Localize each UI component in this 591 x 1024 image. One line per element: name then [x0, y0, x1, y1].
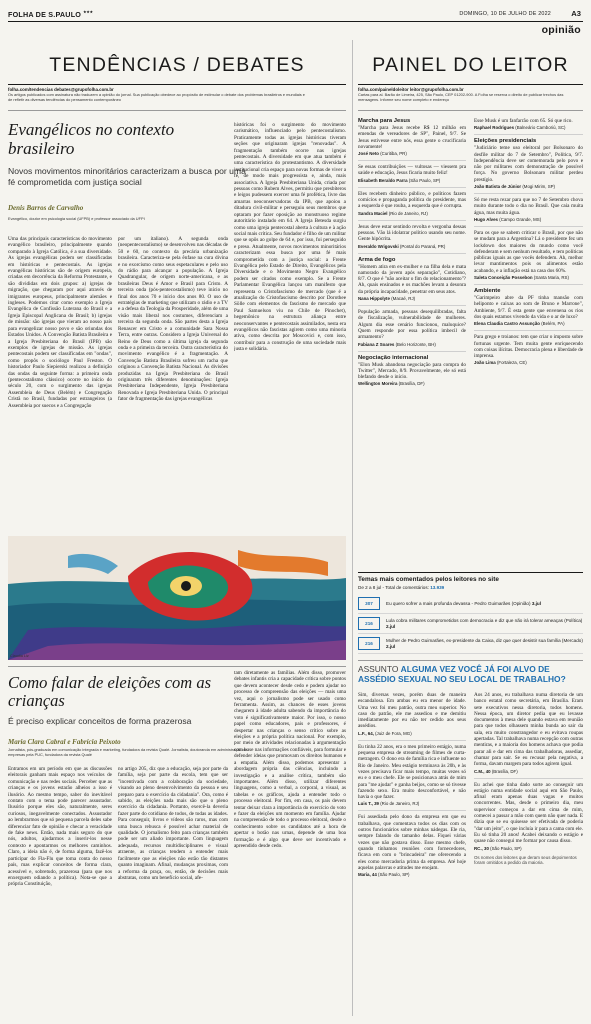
article1-author-bio: Evangélico, doutor em psicologia social (UFPB) e professor associado da UFPI — [8, 216, 145, 221]
letter-signature-place: (Rio de Janeiro, RJ) — [388, 210, 428, 216]
letter-text: "Homem atira em ex-mulher e na filha dela e mata namorado da jovem após separação", Cotidiano, 8/7. O que é "não aceitar o fim do relacionamento"? Ah, quais ensinados e os machões levam a desonra da própria incapacidade, penetrar em seus atos. — [358, 263, 466, 295]
letter-text: "Garimpeiro abre da PF tinha mansão com heliponto e caixas ao som de Bruno e Marrone", Ambiente, 9/7. É esta gente que envenena os rios dos quais estamos vivendo da vida e o ar de luxo? — [474, 295, 583, 320]
tendencias-header: TENDÊNCIAS / DEBATES — [49, 54, 305, 76]
letter-item — [474, 692, 583, 774]
letter-signature — [358, 296, 466, 301]
stars-icon: ★★★ — [83, 10, 94, 14]
letter-heading: Negociação internacional — [358, 354, 429, 361]
letter-signature-place: (Juiz de Fora, MG) — [375, 730, 412, 736]
painel-note-rule — [358, 110, 583, 111]
letter-signature-place: (Fortaleza, CE) — [496, 360, 527, 366]
painel-note: Cartas para al. Barão de Limeira, 425, São Paulo, CEP 01202-900. A Folha se reserva o direito de publicar trechos das mensagens. Informe seu nome completo e endereço — [358, 92, 564, 102]
assunto-label: ASSUNTO — [358, 664, 399, 674]
letter-separator — [474, 284, 583, 285]
page-number: A3 — [571, 9, 581, 18]
letter-signature-place: (Santa Maria, RS) — [533, 275, 569, 281]
illustration-credit: Claudia Liz — [10, 654, 29, 658]
article2-author-bio: Jornalista, pós-graduada em comunicação integrada e marketing, fundadora da revista Qualé. Jornalista, doutoranda em administração de empresas pela PUC, fundadora da revista Qualé — [8, 747, 247, 757]
painel-rule — [358, 84, 583, 85]
letter-separator — [358, 305, 466, 306]
most-commented-date: 2.jul — [386, 623, 396, 629]
letter-signature-name: João Batista de Júnior — [474, 184, 522, 190]
most-commented-text: Mulher de Pedro Guimarães, ex-presidente da Caixa, diz que quer desistir sua família (Mercado) — [386, 637, 583, 643]
letter-item — [358, 224, 466, 249]
illustration-artwork — [8, 536, 346, 660]
letter-item — [474, 138, 583, 189]
letter-signature — [474, 769, 583, 774]
article2-subtitle: É preciso explicar conceitos de forma prazerosa — [8, 716, 192, 726]
letter-item — [358, 191, 466, 216]
most-commented-item[interactable] — [358, 634, 583, 654]
letter-item — [358, 164, 466, 183]
article2-col1-text: Entramos em um período em que as discussões eleitorais ganham mais espaço nos veículos de comunicação e nas redes sociais. Perceber que as crianças e os jovens estarão alheios a isso é ilusório. Ao mesmo tempo, saber do inevitável contato com o tema pode parecer assustador. Ilusório porque eles são, naturalmente, seres curiosos, inegavelmente conectados. Assustador ao lembrarmos que só pequena parcela deles sabe diferenciar fato de opinião e checar a veracidade de fake news. Então, nada mais seguro do que nós, adultos, ajudarmos a inserir-los nesse contexto e apontarmos os melhores caminhos. Claro, a ideia não é, de forma alguma, fazê-los participar do Fla-Flu que toma conta do nosso país, mas explicar conceitos de forma clara, acessível e, sobretudo, prazerosa (para que nos enxerguem odiando a política). Nota-se que a própria Constituição, — [8, 766, 112, 888]
comment-count-badge: 216 — [358, 617, 380, 630]
letter-signature — [474, 184, 583, 189]
letter-item — [474, 230, 583, 280]
painel-header: PAINEL DO LEITOR — [372, 54, 569, 76]
article2-author: Maria Clara Cabral e Fabrícia Peixoto — [8, 738, 121, 746]
letter-item — [358, 814, 466, 877]
section-label: opinião — [541, 24, 581, 36]
article2-col2 — [118, 766, 228, 1018]
letter-signature-place: (Curitiba, PR) — [380, 151, 407, 157]
letter-signature-place: (São Paulo, SP) — [490, 845, 522, 851]
most-commented-text: Eu quero sofrer a mais profunda devassa - Pedro Guimarães (Opinião) — [386, 600, 531, 606]
letter-signature-place: (Campo Grande, MS) — [499, 216, 542, 222]
letter-text: "Elon Musk abandona negociação para compra do Twitter", Mercado, 8/9. Provavelmente, ele só está blefando desde o início. — [358, 361, 466, 381]
letter-text: Para grego e troianos: tem que criar o imposto sobre fortunas urgente. Tem muita gente enriquecendo com coisas ilícitas. Democracia plena e liberdade de imprensa. — [474, 334, 583, 360]
letter-item — [358, 692, 466, 736]
letter-signature-name: Elena Claudia Castro Assunção — [474, 321, 540, 327]
letter-item — [358, 309, 466, 346]
letter-signature-name: Wellington Moreira — [358, 381, 398, 387]
letter-separator — [474, 330, 583, 331]
letter-separator — [358, 810, 466, 811]
letter-item — [474, 197, 583, 222]
letter-text: "Judiciário teme uso eleitoral por Bolsonaro do desfile militar do 7 de Setembro", Política, 9/7. Independência deve ser comemorada pelo povo e não por militares com demonstração de possível força. No governo Bolsonaro militar perdeu prestígio. — [474, 145, 583, 183]
letter-signature — [474, 275, 583, 280]
article2-col1 — [8, 766, 112, 1018]
letter-signature-place: (Balneário Camboriú, SC) — [515, 125, 566, 131]
most-commented-period-label: De 2 a 8 jul - Total de comentários: — [358, 585, 429, 590]
letter-separator — [474, 778, 583, 779]
most-commented-date: 2.jul — [386, 643, 396, 649]
letter-heading: Ambiente — [474, 288, 501, 295]
letter-signature-place: (Brasília, DF) — [491, 768, 518, 774]
tendencias-note-rule — [8, 110, 346, 111]
assunto-col1 — [358, 692, 466, 1018]
letter-separator — [358, 160, 466, 161]
letter-separator — [358, 253, 466, 254]
letter-signature-name: Elisabeth Beraldo Parra — [358, 177, 408, 183]
letter-item — [474, 334, 583, 365]
letter-separator — [358, 187, 466, 188]
assunto-footnote: Os nomes dos leitores que deram seus depoimentos foram omitidos a pedido da maioria. — [474, 854, 577, 865]
assunto-heading — [358, 664, 583, 685]
assunto-title: ALGUMA VEZ VOCÊ JÁ FOI ALVO DE ASSÉDIO SEXUAL NO SEU LOCAL DE TRABALHO? — [358, 664, 566, 685]
painel-col2 — [474, 118, 583, 568]
letter-text: Esse Musk é um fanfarrão com 65. Só que rico. — [474, 118, 573, 124]
letter-text: População armada, pessoas desequilibradas, falta de fiscalização, vulnerabilidade de mulheres. Algum dia esse cenário funcionou, maluquice? Quem responde por essa política imbecil de armamento? — [358, 309, 466, 341]
painel-contact: folha.com/paineldoleitor leitor@grupofolha.com.br — [358, 87, 464, 92]
letter-item — [358, 257, 466, 301]
most-commented-text: Lula cobra militares comprometidos com democracia e diz que não irá tolerar ameaças (Política) — [386, 617, 583, 623]
letter-separator — [474, 193, 583, 194]
letter-signature-name: Sandra Maciel — [358, 210, 388, 216]
letter-signature — [358, 244, 466, 249]
letter-signature — [358, 178, 466, 183]
letter-item — [474, 288, 583, 326]
letter-signature-name: João Lima — [474, 360, 496, 366]
letter-signature — [474, 846, 583, 851]
letter-signature — [474, 217, 583, 222]
article2-title: Como falar de eleições com as crianças — [8, 673, 212, 710]
letter-signature-name: Fabiana Z Soares — [358, 341, 395, 347]
letter-signature-name: C.M., 40 — [474, 768, 491, 774]
assunto-col2 — [474, 692, 583, 1018]
letter-signature-name: Maria, 44 — [358, 872, 377, 878]
masthead-logo: FOLHA DE S.PAULO ★★★ — [8, 10, 94, 19]
letter-signature-place: (São Paulo, SP) — [408, 177, 441, 183]
article1-subtitle: Novos movimentos minoritários caracterizam a busca por uma fé comprometida com justiça social — [8, 166, 246, 187]
letter-heading: Marcha para Jesus — [358, 118, 411, 124]
most-commented-rule — [358, 572, 583, 573]
most-commented-title: Temas mais comentados pelos leitores no site — [358, 576, 499, 583]
tendencias-rule — [8, 84, 346, 85]
most-commented-headline — [386, 638, 583, 649]
letter-separator — [358, 220, 466, 221]
letter-heading: Arma de fogo — [358, 256, 396, 263]
most-commented-list — [358, 594, 583, 654]
letter-text: Aos 24 anos, eu trabalhava numa diretoria de um banco estatal como secretária, em Brasília. Eram sete executivos nessa diretoria, todos homens. Nessa época, um diretor pedia que eu levasse documentos à mesa dele quando estava em reunião para que todos olhassem minha bunda ao sair da sala, era muito constrangedor e eu evitava roupas apertadas. Tal trabalhava numa recepção com outras mentiras, e a maioria dos homens achava que podia parar ali e dar em cima das trabalhadoras, assediar, chamar para sair. Se eu recusar pela negativa, a forma, davam margem para todos agirem igual. — [474, 692, 583, 768]
letter-signature-name: Raphael Rodrigues — [474, 125, 515, 131]
letter-signature — [358, 381, 466, 386]
article2-col2-text: no artigo 205, diz que a educação, seja por parte da família, seja por parte da escola, tem que ser "incentivada com a colaboração da sociedade, visando ao pleno desenvolvimento da pessoa e seu preparo para o exercício da cidadania". Ora, como é sabido, as eleições nada mais são que o pleno exercício da cidadania. Portanto, exercê-la deveria fazer parte do cotidiano de todos, de todas as idades. Para conseguir, livros e vídeos são raros, mas com uma busca rebusca é possível achar material de qualidade. O jornalismo feito para crianças também pode ser um aliado importante. Com linguagem adequada, recursos multidisciplinares e visual atraente, as crianças tendem a entender mais facilmente que as eleições não estão tão distantes quanto imaginam. Afinal, mudanças proximas, com a reforma da praça, ou, então, de decisões mais abstratas, como um benefício social, afe- — [118, 766, 228, 881]
tendencias-contact: folha.com/tendencias debates@grupofolha.com.br — [8, 87, 114, 92]
article2-col3-text: tam diretamente as famílias. Além disso, promover debates infantis cria a capacidade crítica sobre pontos que devem acontecer desde cedo e podem ajudar no processo de compreensão das eleições — mais uma vez, aqui o jornalismo pode ser usado como ferramenta. Assim, as chances de esses jovens chegarem à idade adulta sabendo da importância do voto é significativamente maior. Por isso, o nosso papel como educadores, pais e professores, é despertar nas crianças o senso crítico sobre as eleições e a própria política nacional. Por exemplo, por meio de atividades relacionadas à argumentação com base nas informações confiáveis, para formular e defender ideias que promovam os direitos humanos e a empatia. Além disso, podemos apresentar a abordagem própria das ciências, incluindo a investigação e a análise crítica, também são importantes. Além disso, utilizar diferentes linguagens, como a verbal, a corporal, a visual, as tabelas e os gráficos, ajuda a entender todo o processo eleitoral. Por fim, em casa, os pais devem tentar deixar clara a importância do exercício do voto e fazer da eleições um momento em família. Ajudar na compreensão de todo o processo eleitoral, desde o conhecimento sobre os candidatos até a hora de apertar o botão nas urnas, depende de uma boa formação e é algo que deve ser incentivado e apreendido desde cedo. — [234, 670, 346, 849]
letter-signature — [358, 211, 466, 216]
tendencias-note: Os artigos publicados com assinatura não traduzem a opinião do jornal. Sua publicação obedece ao propósito de estimular o debate dos problemas brasileiros e mundiais e de refletir as diversas tendências do pensamento contemporâneo — [8, 92, 305, 102]
most-commented-item[interactable] — [358, 614, 583, 634]
letter-signature-place: (Belo Horizonte, BH) — [395, 341, 436, 347]
letter-text: Fui assediada pelo dono da empresa em que eu trabalhava, que comentava todos os dias com os outros funcionários sobre minhas nádegas. Ele ria, sempre falando do tamanho delas. Fiquei várias vezes que não gostava disso. Esse mesmo chefe, quando tínhamos reuniões com fornecedores, ficava em com o "brincadeira" me oferecendo a eles como mercadoria prima da empresa. Até hoje aquelas palavras e atitudes me enojam. — [358, 814, 466, 871]
letter-signature-place: (Mogi Mirim, SP) — [522, 184, 556, 190]
letter-signature-name: Luis T., 39 — [358, 801, 379, 807]
letter-signature — [358, 801, 466, 806]
masthead-rule — [8, 21, 583, 22]
letter-item — [358, 744, 466, 807]
most-commented-headline — [386, 601, 583, 607]
letter-signature-name: Saleta Conceição Possebon — [474, 275, 533, 281]
letter-text: Eu achei que tinha dado sorte ao conseguir um estágio numa entidade social aqui em São Paulo, afinal eram apenas duas vagas e muitos concorrentes. Mas, desde o primeiro dia, meu supervisor começou a dar em cima de mim, comecei a passar a mão com quem não quer nada. E dizia que se eu quisesse ser efetivada de poderia "dar um jeito", o que incluía ir para a cama com ele. Eu só tinha 20 anos! Acabei deixando o estágio e quase não consegui me formar por causa disso. — [474, 781, 583, 845]
article1-col3-text: históricas foi o surgimento do movimento carismático, influenciado pelo pentecostalismo. Praticamente todas as igrejas históricas tiveram seções que originaram igrejas "renovadas". A fragmentação também ocorre nas igrejas pentecostais. A diversidade em que atua também é uma característica do protestantismo. A diversidade institucional cria espaço para novas formas de viver a fé, de modo mais progressista e, ainda, mais associativa. A Igreja Presbiteriana Unida, criada por pessoas como Rubem Alves, permitiu que presbíteros e leigos pudessem exercer uma fé profética, livre das amarras neoconservadoras da IPB, que apoiou a ditadura civil-militar e perseguiu seus membros que optaram por fazer oposição ao monstruoso regime autoritário instalado em 64. A Igreja Betesda surgiu como uma igreja pentecostal aberta à cultura e à ação social mais crítica. Seu fundador é filho de um militar que se opôs ao golpe de 64 e, por isso, foi perseguido e preso. Atualmente, novos movimentos minoritários caracterizam essa busca por uma fé mais comprometida com a justiça social: a Frente Evangélica pelo Estado de Direito, Evangélicos pela Diversidade e o Movimento Negro Evangélico podem ser citados como exemplo. Se a Frente Parlamentar Evangélica lançou um manifesto que representa o Cristofascismo de mercado (que é a atualização do Cristofascismo descrito por Dorothee Sölle com elementos do fascismo de mercado que Paul Samuelson viu no Chile de Pinochet), hegemônico na estrutura aliança entre neoconservantes e pentecostais assimilados, nesta era evangélicos não fascistas agirem como uma minoria ativa, como descrita por Moscovici e, com isso, contribuir para a construção de uma sociedade mais justa e solidária. — [234, 122, 346, 353]
letter-text: Se essas contribuições — vultosas — viessem pra saúde e educação, Jesus ficaria muito feliz! — [358, 164, 466, 177]
letter-item — [474, 118, 583, 130]
article1-col3 — [234, 122, 346, 532]
comment-count-badge: 216 — [358, 637, 380, 650]
article1-col1-text: Uma das principais características do movimento evangélico brasileiro, principalmente quando comparado à Igreja Católica, é a sua diversidade. As igrejas evangélicas podem ser classificadas em históricas e pentecostais. As igrejas evangélicas históricas são de origem europeia, criadas em decorrência da Reforma Protestante, e são divididas em dois grupos: a) igrejas de migração, que chegaram por aqui através de imigrantes europeus, principalmente alemães e ingleses. Podemos citar como exemplo a Igreja Evangélica de Confissão Luterana do Brasil e a Igreja Episcopal Anglicana do Brasil; b) igrejas de missão: são igrejas que vieram ao nosso país para evangelizar nosso povo e são oriundas dos Estados Unidos. A Convenção Batista Brasileira e a Igreja Presbiteriana do Brasil (IPB) são exemplos de igrejas de missão. As igrejas pentecostais podem ser classificadas em "ondas", como propôs o sociólogo Paul Freston. O historiador Paulo Siepierski realizou a definição das ondas da seguinte forma: a primeira onda (pentecostalismo clássico) ocorre no início do século 20, com o surgimento das igrejas Assembleia de Deus (Belém) e Congregação Cristã no Brasil, fundadas por estrangeiros (a Assembleia por suecos e a Congregação — [8, 236, 112, 409]
article1-title: Evangélicos no contexto brasileiro — [8, 120, 175, 158]
article1-col2 — [118, 236, 228, 532]
page-column-divider — [352, 40, 353, 1016]
letter-signature-place: (Macaé, RJ) — [391, 296, 416, 302]
letter-signature-place: (Brasília, DF) — [398, 381, 425, 387]
most-commented-period — [358, 585, 444, 590]
letter-signature-name: José Neto — [358, 151, 379, 157]
painel-col1 — [358, 118, 466, 568]
letter-text: Para os que se sabem criticar o Brasil, por que não se mudam para a Argentina? Lá o presidente fez um lockdown dos maiores do mundo como você defenderam e sem nenhum resultado, e tem políticas públicas iguais as que vocês defendem. Ah, melhor levar mantimentos pois os alimentos estão acabando, e a inflação está na casa dos 60%. — [474, 229, 583, 274]
letter-signature — [358, 342, 466, 347]
most-commented-date: 3.jul — [531, 600, 542, 606]
letter-signature — [474, 321, 583, 326]
letter-text: Sim, diversas vezes, porém duas de maneira escandalosa. Em ambas eu era menor de idade. Uma vez foi meu patrão, outra meu superior. No caso do patrão, ele me assediou e me demitiu imediatamente por eu não ter cedido aos seus assédios. — [358, 692, 466, 730]
letter-signature-place: (Pontal do Paraná, PR) — [399, 243, 446, 249]
letter-signature — [358, 151, 466, 156]
letter-signature-name: RC., 30 — [474, 845, 489, 851]
letter-signature — [474, 125, 583, 130]
letter-text: Eu tinha 22 anos, era o meu primeiro estágio, numa pequena empresa de streaming de filmes de curta-metragem. O dono era de família rica e influente no Rio de Janeiro. Meu estágio terminava às 20h, e às vezes precisava ficar mais tempo, muitas vezes só eu e o meu chefe. Ele se posicionava atrás de mim para "me ajudar" e ganha beijos, como se só tivesse fazendo sexo. Era muito desconfortável, e não havia o que fazer. — [358, 743, 466, 801]
letter-heading: Eleições presidenciais — [474, 138, 537, 145]
letter-signature-place: (São Paulo, SP) — [378, 872, 410, 878]
letter-text: "Marcha para Jesus recebe R$ 12 milhão em emendas de vereadores de SP", Painel, 9/7. Se Jesus estivesse entre nós, essa gente o crucificaria novamente! — [358, 125, 466, 150]
comment-count-badge: 307 — [358, 597, 380, 610]
letter-signature-name: L.F., 64, — [358, 730, 374, 736]
letter-signature-place: (Belém, PA) — [541, 321, 565, 327]
assunto-top-rule — [358, 660, 583, 661]
letter-signature — [474, 360, 583, 365]
letter-item — [474, 782, 583, 851]
article1-author: Denis Barros de Carvalho — [8, 204, 84, 212]
illustration — [8, 536, 346, 660]
letter-text: Jesus deve estar sentindo revolta e vergonha dessas pessoas. Vão lá idolatrar político usando seu nome. Gente hipócrita. — [358, 223, 466, 243]
letter-signature-place: (Rio de Janeiro, RJ) — [380, 801, 420, 807]
letter-separator — [358, 351, 466, 352]
article2-col3 — [234, 670, 346, 1018]
article2-top-rule — [8, 666, 346, 667]
letter-signature-name: Nana Hippolyte — [358, 296, 390, 302]
letter-signature-name: Everaldo Wrigovski — [358, 243, 399, 249]
letter-separator — [358, 740, 466, 741]
article1-col1 — [8, 236, 112, 532]
letter-separator — [474, 134, 583, 135]
letter-signature — [358, 731, 466, 736]
letter-signature-name: Hugo Alves — [474, 216, 498, 222]
most-commented-headline — [386, 618, 583, 629]
most-commented-item[interactable] — [358, 594, 583, 614]
letter-separator — [474, 226, 583, 227]
letter-text: Só me resta rezar para que no 7 de Setembro chova muito durante todo o dia no Brasil. Que caia muita água, mas muita água. — [474, 197, 583, 216]
letter-text: Eles recebem dinheiro público, e políticos fazem comícios e propaganda política do presidente, mas a esquerda é que rouba, a esquerda que é corrupta. — [358, 190, 466, 210]
letter-item — [358, 118, 466, 156]
letter-signature — [358, 872, 466, 877]
letter-item — [358, 355, 466, 387]
masthead-date: DOMINGO, 10 DE JULHO DE 2022 — [459, 11, 551, 17]
article1-col2-text: por um italiano). A segunda onda (neopentecostalismo) se desenvolveu nas décadas de 50 e 60, no contexto da precária urbanização brasileira. Caracteriza-se pela ênfase na cura divina e no exorcismo como seus espetaculares e pelo uso do rádio para alcançar a população. A Igreja Quadrangular, de origem norte-americana, e as brasileiras Deus é Amor e Brasil para Cristo. A terceira onda (pós-pentecostalismo) teve início no final dos anos 70 e início dos anos 80. O uso de estratégias de marketing que utilizam o rádio e a TV e a defesa da Teologia da Prosperidade, além de uma visão mais liberal nos costumes, diferenciam a terceira da segunda onda. São partes desta a Igreja Renascer em Cristo e a comunidade Sara Nossa Terra, entre outras. Considero a Igreja Universal do Reino de Deus como a última igreja da segunda onda e a primeira da terceira. Outra característica do movimento evangélico é a fragmentação. A Convenção Batista Brasileira sofreu um racha que originou a Convenção Batista Nacional. As divisões produzidas na Igreja Presbiteriana do Brasil originaram três diferentes denominações: Igreja Presbiteriana Independente, Igreja Presbiteriana Renovada e Igreja Presbiteriana Unida. O principal fator de fragmentação das igrejas evangélicas — [118, 236, 228, 403]
most-commented-total: 13.939 — [430, 585, 445, 590]
